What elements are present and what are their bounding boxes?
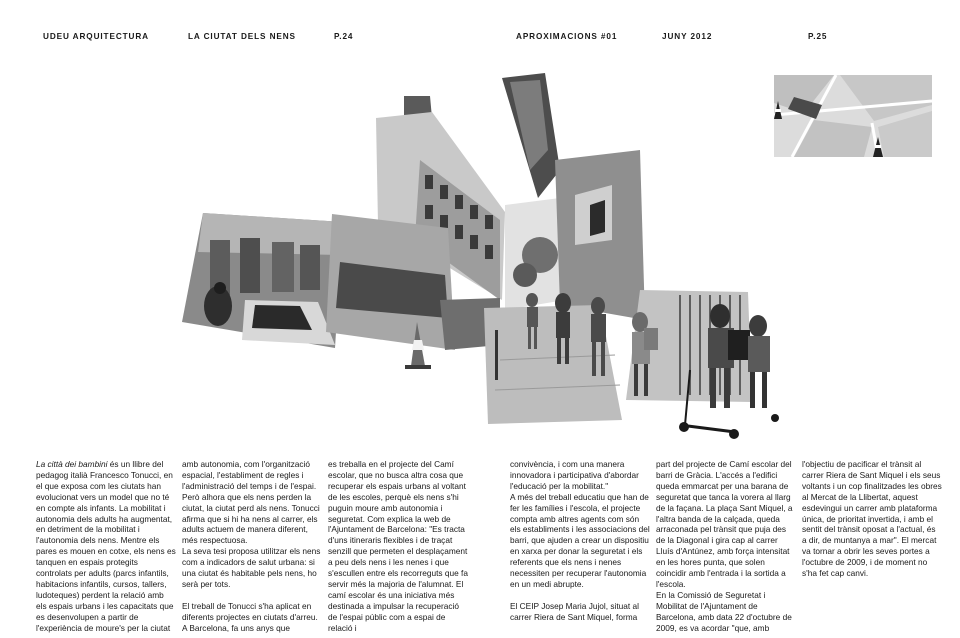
paragraph: part del projecte de Camí escolar del barri de Gràcia. L'accés a l'edifici queda emmarcat per una barana de seguretat que tanca la vorera al llarg de la façana. La plaça Sant Miquel, a l'altra banda de la calçada, queda arraconada pel trànsit que puja des de la Diagonal i gira cap al carrer Lluís d'Antúnez, amb força intensitat en les hores punta, que solen coincidir amb l'entrada i la sortida a l'escola. <box>656 459 793 589</box>
text-column-1 <box>36 459 176 634</box>
page-number-left: P.24 <box>334 32 354 41</box>
running-header-series: APROXIMACIONS #01 <box>516 32 618 41</box>
text-column-4 <box>510 459 650 623</box>
text-column-2 <box>182 459 322 633</box>
paragraph: l'objectiu de pacificar el trànsit al carrer Riera de Sant Miquel i els seus voltants i un cop finalitzades les obres al Mercat de la Llibertat, aquest esdevingui un carrer amb plataforma única, de prioritat invertida, i amb el sentit del trànsit oposat a l'actual, és a dir, de muntanya a mar". El mercat va tornar a obrir les seves portes a l'octubre de 2009, i de moment no s'ha fet cap canvi. <box>802 459 942 579</box>
neighbourhood-map <box>774 75 932 157</box>
paragraph: En la Comissió de Seguretat i Mobilitat de l'Ajuntament de Barcelona, amb data 22 d'octubre de 2009, es va acordar "que, amb <box>656 589 792 633</box>
paragraph: és un llibre del pedagog italià Francesco Tonucci, en el que exposa com les ciutats han evolucionat vers un model que no té en compte als infants. La mobilitat i autonomia dels adults ha augmentat, en detriment de la mobilitat i l'autonomia dels nens. Mentre els pares es mouen en cotxe, els nens es tanquen en espais protegits controlats per adults (parcs infantils, habitacions infantils, cursos, tallers, ludoteques) perdent la relació amb els espais urbans i les capacitats que es desenvolupen a partir de l'experiència de moure's per la ciutat <box>36 459 176 633</box>
book-title: La città dei bambini <box>36 459 108 469</box>
running-header-title: LA CIUTAT DELS NENS <box>188 32 296 41</box>
paragraph: A més del treball educatiu que han de fer les famílies i l'escola, el projecte compta amb altres agents com són els establiments i les associacions del barri, que ajuden a crear un dispositiu en xarxa per donar la seguretat i els referents que els nens i nenes necessiten per recuperar l'autonomia en un medi abrupte. <box>510 491 650 589</box>
paragraph: La seva tesi proposa utilitzar els nens com a indicadors de salut urbana: si una ciutat és habitable pels nens, ho serà per tots. <box>182 546 321 589</box>
text-column-5 <box>656 459 796 634</box>
paragraph: convivència, i com una manera innovadora i participativa d'abordar l'educació per la mobilitat." <box>510 459 639 491</box>
running-header-date: JUNY 2012 <box>662 32 713 41</box>
paragraph: es treballa en el projecte del Camí escolar, que no busca altra cosa que recuperar els espais urbans al voltant de les escoles, perquè els nens s'hi puguin moure amb autonomia i seguretat. Com explica la web de l'Ajuntament de Barcelona: "Es tracta d'uns itineraris flexibles i de traçat senzill que permeten el desplaçament a peu dels nens i les nenes i que s'escullen entre els recorreguts que fa servir més la majoria de l'alumnat. El camí escolar és una iniciativa més destinada a impulsar la recuperació de l'espai públic com a espai de relació i <box>328 459 468 633</box>
paragraph: El treball de Tonucci s'ha aplicat en diferents projectes en ciutats d'arreu. A Barcelona, fa uns anys que <box>182 600 318 633</box>
collage-piece-street-left <box>182 213 343 348</box>
paragraph: amb autonomia, com l'organització espacial, l'establiment de regles i l'administració del temps i de l'espai. Però alhora que els nens perden la ciutat, la ciutat perd als nens. Tonucci afirma que si hi ha nens al carrer, els adults actuem de manera diferent, més respectuosa. <box>182 459 320 546</box>
text-column-6 <box>802 459 942 579</box>
running-header-studio: UDEU ARQUITECTURA <box>43 32 149 41</box>
collage-piece-right-building <box>555 150 645 320</box>
page-number-right: P.25 <box>808 32 828 41</box>
collage-piece-rooftop <box>502 73 560 198</box>
text-column-3 <box>328 459 468 634</box>
collage-piece-sky-trees <box>505 198 565 310</box>
paragraph: El CEIP Josep Maria Jujol, situat al carrer Riera de Sant Miquel, forma <box>510 600 639 622</box>
